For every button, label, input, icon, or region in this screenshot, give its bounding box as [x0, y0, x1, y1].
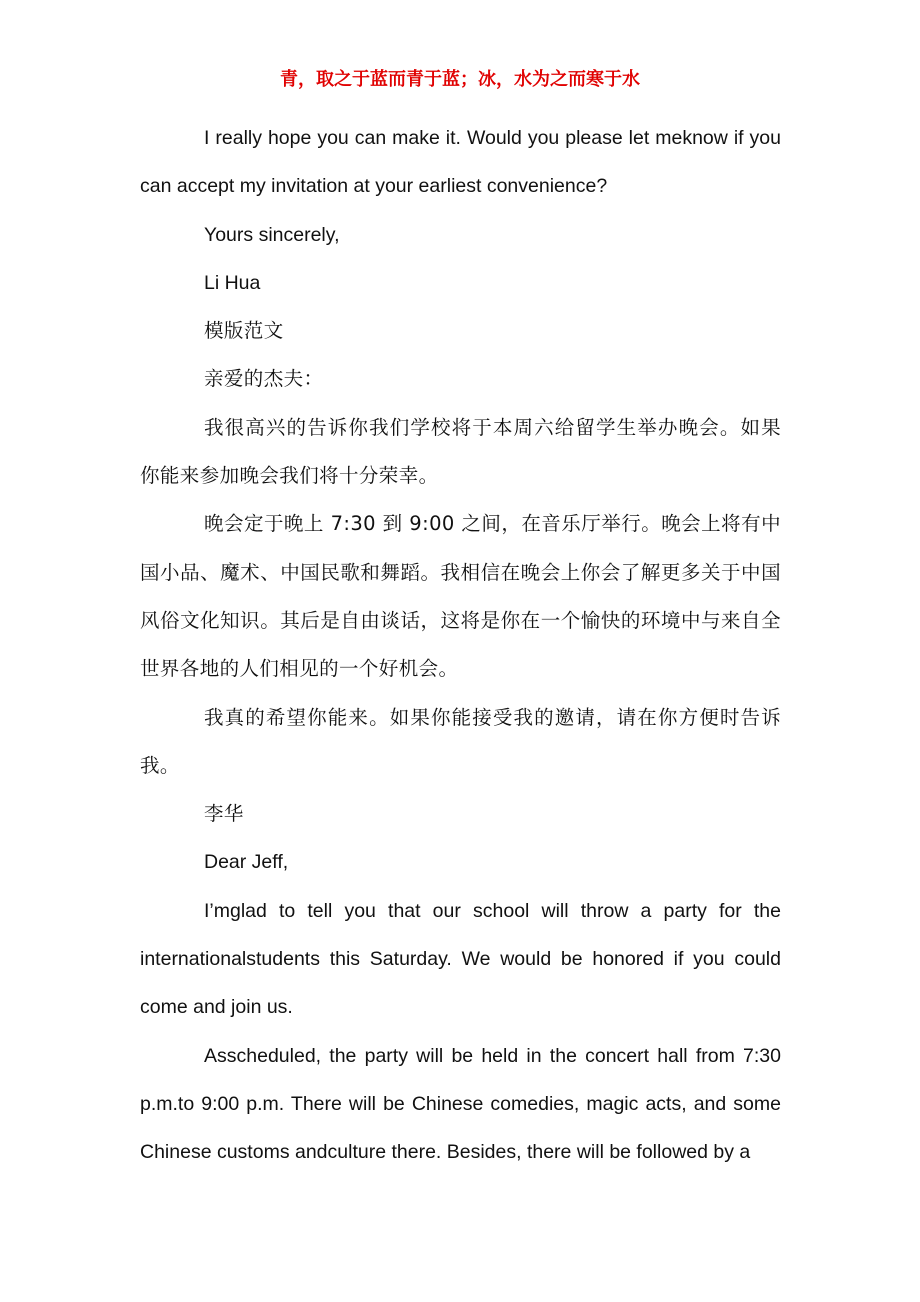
paragraph-valediction: Yours sincerely, [204, 223, 340, 246]
paragraph-cn-intro: 我很高兴的告诉你我们学校将于本周六给留学生举办晚会。如果你能来参加晚会我们将十分荣幸。 [140, 415, 781, 488]
paragraph-en-intro: I’mglad to tell you that our school will throw a party for the internationalstudents this Saturday. We would be honored if you could come and join us. [140, 899, 781, 1019]
paragraph-salutation-en: Dear Jeff, [204, 851, 289, 874]
paragraph-cn-closing: 我真的希望你能来。如果你能接受我的邀请，请在你方便时告诉我。 [140, 705, 781, 777]
header-proverb: 青，取之于蓝而青于蓝；冰，水为之而寒于水 [280, 69, 640, 90]
paragraph-signature: Li Hua [204, 271, 261, 294]
paragraph-closing-request: I really hope you can make it. Would you please let meknow if you can accept my invitation at your earliest convenience? [140, 127, 781, 198]
document-body [140, 114, 781, 1177]
paragraph-salutation-cn: 亲爱的杰夫： [204, 367, 324, 391]
paragraph-cn-schedule: 晚会定于晚上 7:30 到 9:00 之间，在音乐厅举行。晚会上将有中国小品、魔术、中国民歌和舞蹈。我相信在晚会上你会了解更多关于中国风俗文化知识。其后是自由谈话，这将是你在一个愉快的环境中与来自全世界各地的人们相见的一个好机会。 [140, 512, 781, 681]
paragraph-template-heading: 模版范文 [204, 319, 284, 343]
paragraph-cn-signature: 李华 [204, 802, 244, 826]
paragraph-en-schedule: Asscheduled, the party will be held in the concert hall from 7:30 p.m.to 9:00 p.m. There will be Chinese comedies, magic acts, and some Chinese customs andculture there. Besides, there will be followed by a [140, 1044, 781, 1164]
